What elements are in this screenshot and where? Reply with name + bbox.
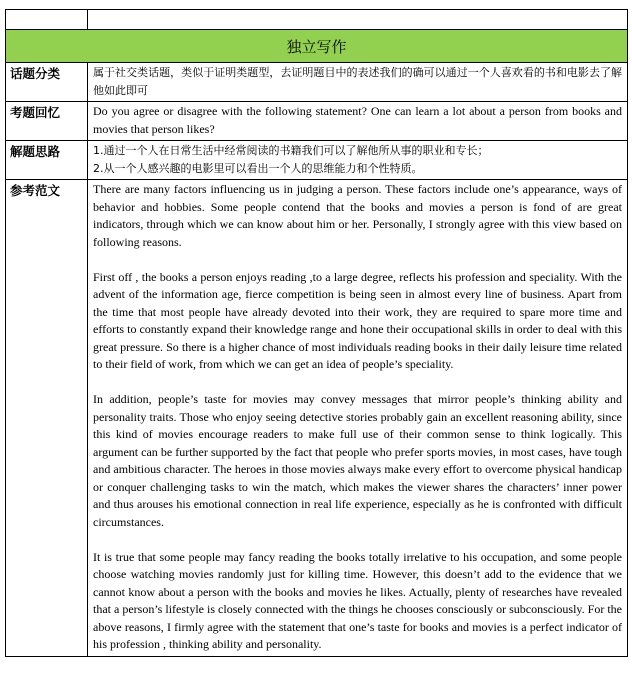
row-label-sample-essay: 参考范文: [6, 180, 88, 657]
approach-line-1: 1.通过一个人在日常生活中经常阅读的书籍我们可以了解他所从事的职业和专长；: [93, 144, 489, 157]
sample-essay: [88, 180, 628, 657]
row-label-approach: 解题思路: [6, 141, 88, 180]
essay-paragraph-3: In addition, people’s taste for movies may convey messages that mirror people’s thinking ability and personality traits. Those who enjoy seeing detective stories probably gain an excellent reasoning ability, since this kind of movies encourage readers to make full use of their common sense to think logically. This argument can be further supported by the fact that people who prefer sports movies, in most cases, have tough and ambitious character. The heroes in those movies always make every effort to overcome physical handicap or conquer challenging tasks to win the match, which makes the viewer shares the characters’ inner power and thus arouses his emotional connection in real life experience, especially as he is confronted with difficult circumstances.: [93, 392, 622, 529]
table-row: [6, 63, 628, 102]
topic-category-text: 属于社交类话题，类似于证明类题型，去证明题目中的表述我们的确可以通过一个人喜欢看的书和电影去了解他如此即可: [88, 63, 628, 102]
approach-text: [88, 141, 628, 180]
essay-paragraph-2: First off , the books a person enjoys reading ,to a large degree, reflects his profession and speciality. With the advent of the information age, fierce competition is being seen in almost every line of business. Apart from the time that most people have already devoted into their work, they are required to spare more time and efforts to constantly expand their knowledge range and hone their occupational skills in order to deal with this great pressure. So there is a higher chance of most individuals reading books in their daily leisure time related to their field of work, from which we can get an idea of people’s speciality.: [93, 269, 622, 371]
table-row: [6, 102, 628, 141]
row-label-topic-category: 话题分类: [6, 63, 88, 102]
row-label-question: 考题回忆: [6, 102, 88, 141]
table-row: [6, 141, 628, 180]
table-title: 独立写作: [6, 30, 628, 63]
blank-cell: [88, 10, 628, 30]
essay-paragraph-4: It is true that some people may fancy reading the books totally irrelative to his occupation, and some people choose watching movies randomly just for killing time. However, this doesn’t add to the evidence that we cannot know about a person with the books and movies he likes. Actually, plenty of researches have revealed that a person’s lifestyle is closely connected with the things he chooses consciously or subconsciously. For the above reasons, I firmly agree with the statement that one’s taste for books and movies is a perfect indicator of his profession , thinking ability and personality.: [93, 549, 622, 651]
blank-row: [6, 10, 628, 30]
question-text: Do you agree or disagree with the following statement? One can learn a lot about a person from books and movies that person likes?: [88, 102, 628, 141]
essay-table: [5, 9, 628, 657]
approach-line-2: 2.从一个人感兴趣的电影里可以看出一个人的思维能力和个性特质。: [93, 161, 423, 175]
essay-paragraph-1: There are many factors influencing us in judging a person. These factors include one’s appearance, ways of behavior and hobbies. Some people contend that the books and movies a person is fond of are great indicators, through which we can know about him or her. Personally, I strongly agree with this view based on following reasons.: [93, 182, 622, 249]
table-row: [6, 180, 628, 657]
blank-cell: [6, 10, 88, 30]
title-row: [6, 30, 628, 63]
